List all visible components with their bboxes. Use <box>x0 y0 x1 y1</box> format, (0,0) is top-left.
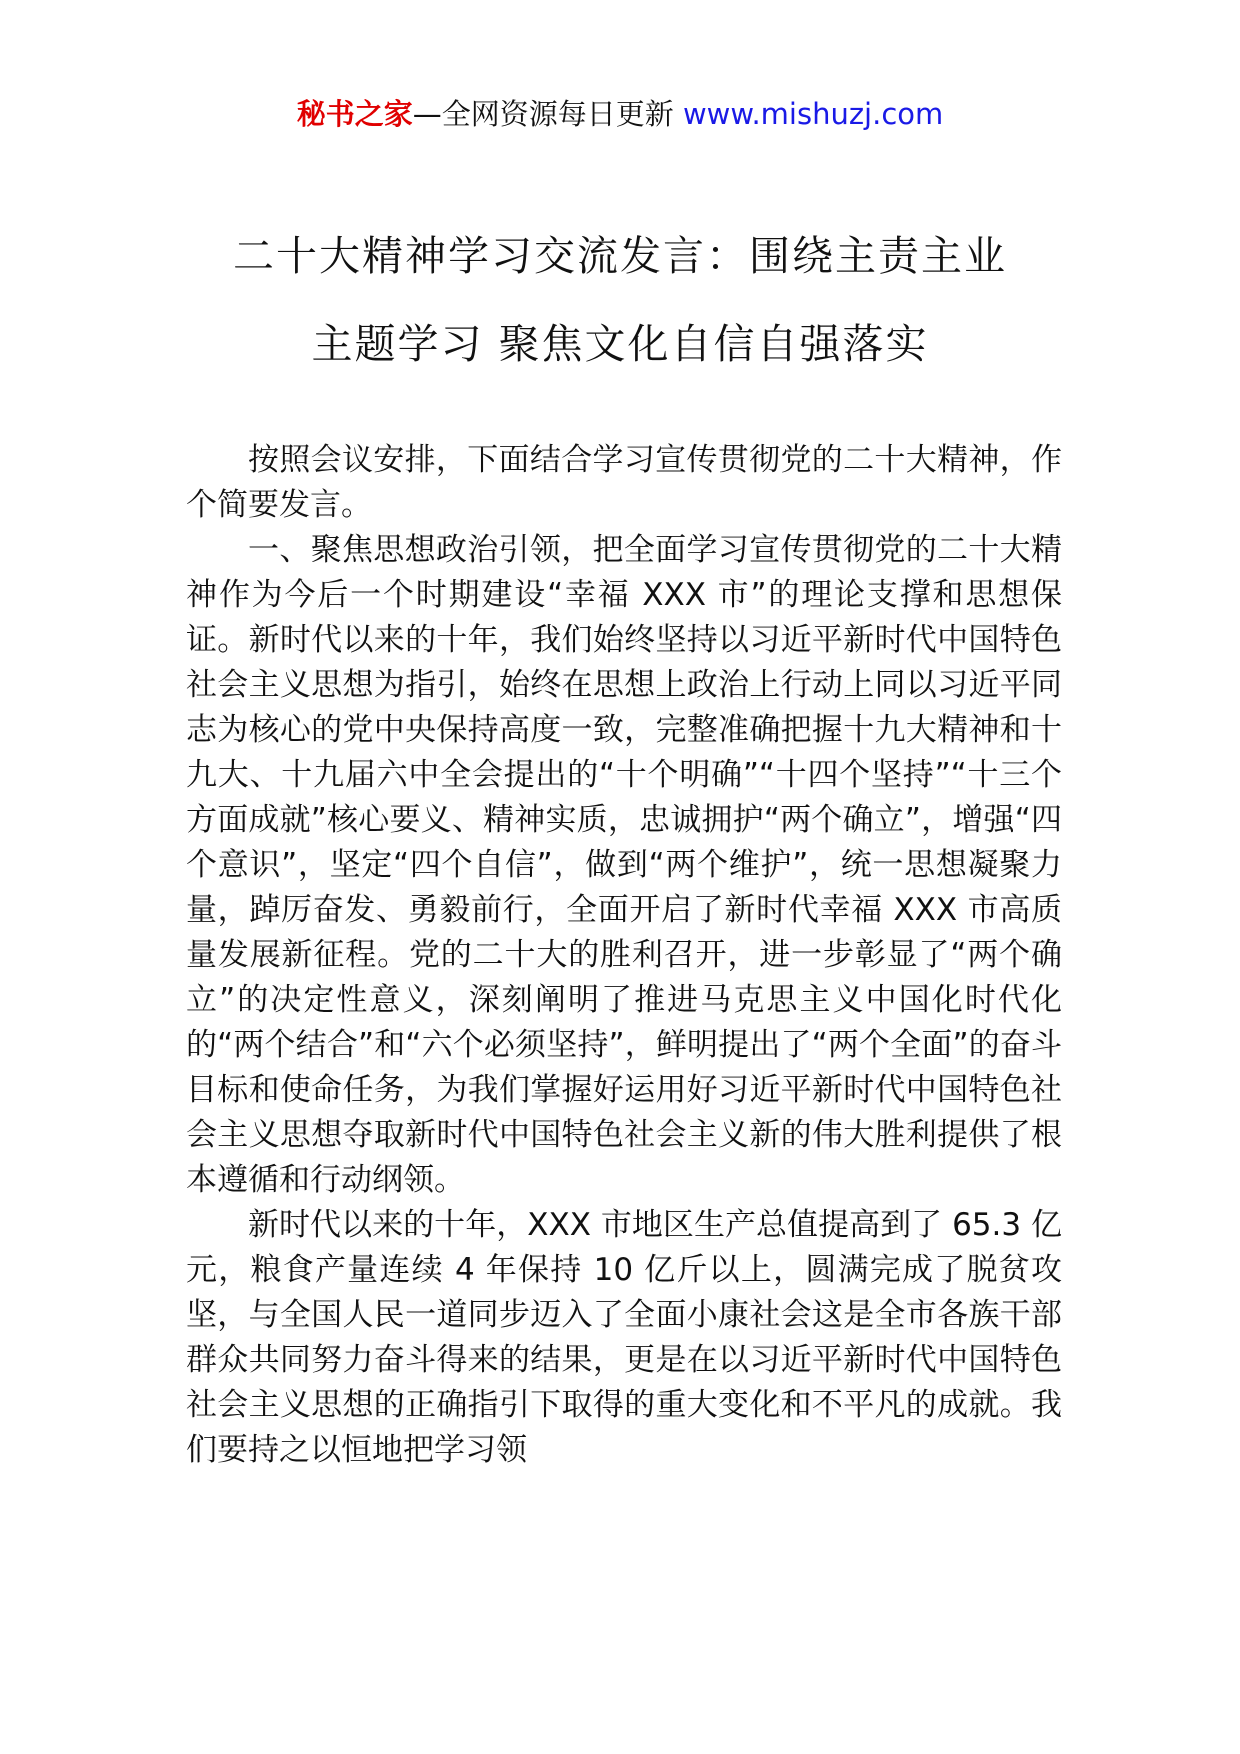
site-brand: 秘书之家 <box>296 97 413 131</box>
paragraph-achievements: 新时代以来的十年，XXX 市地区生产总值提高到了 65.3 亿元，粮食产量连续 4 年保持 10 亿斤以上，圆满完成了脱贫攻坚，与全国人民一道同步迈入了全面小康社会这是全市各族干部群众共同努力奋斗得来的结果，更是在以习近平新时代中国特色社会主义思想的正确指引下取得的重大变化和不平凡的成就。我们要持之以恒地把学习领 <box>186 1207 1062 1468</box>
paragraph-section-1: 一、聚焦思想政治引领，把全面学习宣传贯彻党的二十大精神作为今后一个时期建设“幸福 XXX 市”的理论支撑和思想保证。新时代以来的十年，我们始终坚持以习近平新时代中国特色社会主义思想为指引，始终在思想上政治上行动上同以习近平同志为核心的党中央保持高度一致，完整准确把握十九大精神和十九大、十九届六中全会提出的“十个明确”“十四个坚持”“十三个方面成就”核心要义、精神实质，忠诚拥护“两个确立”，增强“四个意识”，坚定“四个自信”，做到“两个维护”，统一思想凝聚力量，踔厉奋发、勇毅前行，全面开启了新时代幸福 XXX 市高质量发展新征程。党的二十大的胜利召开，进一步彰显了“两个确立”的决定性意义，深刻阐明了推进马克思主义中国化时代化的“两个结合”和“六个必须坚持”，鲜明提出了“两个全面”的奋斗目标和使命任务，为我们掌握好运用好习近平新时代中国特色社会主义思想夺取新时代中国特色社会主义新的伟大胜利提供了根本遵循和行动纲领。 <box>186 532 1062 1198</box>
site-header <box>0 94 1240 134</box>
paragraph-intro: 按照会议安排，下面结合学习宣传贯彻党的二十大精神，作个简要发言。 <box>186 442 1062 523</box>
site-tagline: —全网资源每日更新 <box>412 97 683 131</box>
site-url-link[interactable]: www.mishuzj.com <box>682 97 944 131</box>
document-title <box>0 212 1240 388</box>
title-line-2: 主题学习 聚焦文化自信自强落实 <box>311 320 929 368</box>
document-body <box>186 438 1062 1473</box>
title-line-1: 二十大精神学习交流发言：围绕主责主业 <box>233 232 1007 280</box>
